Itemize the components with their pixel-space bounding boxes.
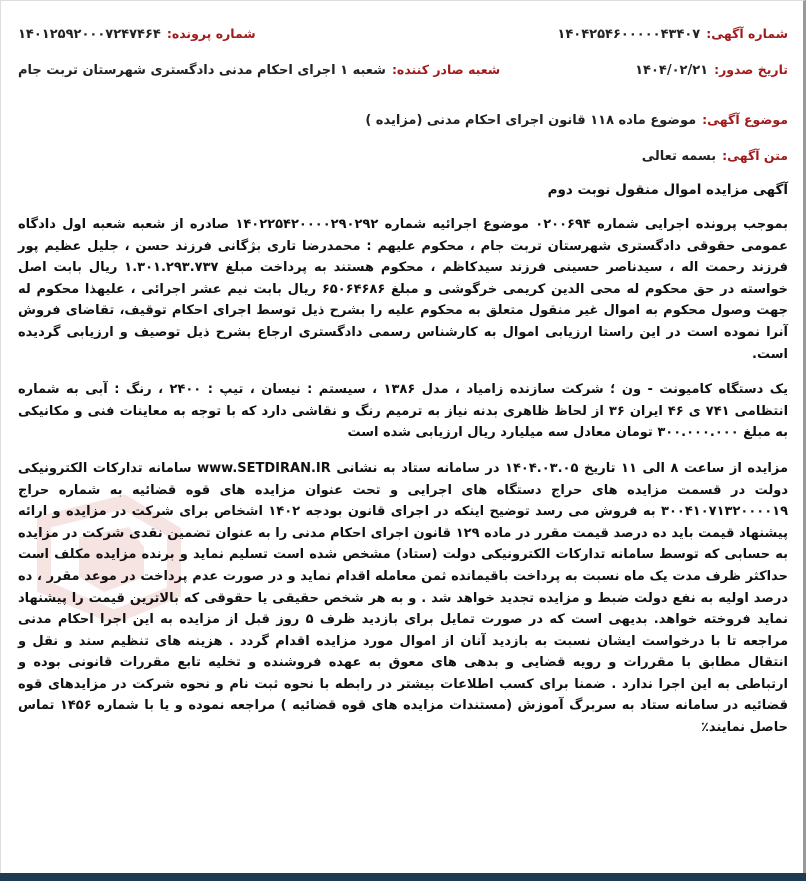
case-number-label: شماره پرونده: <box>166 26 256 41</box>
meta-row-2 <box>18 62 788 98</box>
notice-headline: آگهی مزایده اموال منقول نوبت دوم <box>547 182 788 198</box>
issuer <box>18 62 500 78</box>
paragraph-vehicle-description: یک دستگاه کامیونت - ون ؛ شرکت سازنده زامیاد ، مدل ۱۳۸۶ ، سیستم : نیسان ، تیپ : ۲۴۰۰ ، رنگ : آبی به شماره انتظامی ۷۴۱ ی ۴۶ ایران ۳۶ از لحاظ ظاهری بدنه نیاز به ترمیم رنگ و نقاشی دارد که با توجه به معاینات فنی و مکانیکی به مبلغ ۳۰۰.۰۰۰.۰۰۰ تومان معادل سه میلیارد ریال ارزیابی شده است <box>18 382 789 441</box>
subject-row <box>18 112 788 148</box>
case-number-value: ۱۴۰۱۲۵۹۲۰۰۰۷۲۴۷۴۶۴ <box>18 27 161 42</box>
subject-value: موضوع ماده ۱۱۸ قانون اجرای احکام مدنی (مزایده ) <box>365 113 697 128</box>
paragraph-case-details: بموجب پرونده اجرایی شماره ۰۲۰۰۶۹۴ موضوع اجرائیه شماره ۱۴۰۲۲۵۴۲۰۰۰۰۲۹۰۲۹۲ صادره از شعبه شعبه اول دادگاه عمومی حقوقی دادگستری شهرستان تربت جام ، محکوم علیهم : محمدرضا تاری بژگانی فرزند حسن ، جلیل عظیم پور فرزند رحمت اله ، سیدناصر حسینی فرزند سیدکاظم ، محکوم هستند به پرداخت مبلغ ۱.۳۰۱.۲۹۳.۷۳۷ ریال بابت اصل خواسته در حق محکوم له محی الدین کریمی خرگوشی و مبلغ ۶۵۰۶۴۶۸۶ ریال بابت نیم عشر اجرائی ، علیهذا محکوم له جهت وصول محکوم به اموال غیر منقول متعلق به محکوم علیه را بشرح ذیل توسط اجرای احکام توقیف، تقاضای فروش آنرا نموده است در این راستا ارزیابی اموال به کارشناس رسمی دادگستری ارجاع بشرح ذیل توصیف و ارزیابی گردیده است. <box>18 217 788 362</box>
notice-content <box>18 26 788 753</box>
body-label: متن آگهی: <box>722 148 788 163</box>
issuer-value: شعبه ۱ اجرای احکام مدنی دادگستری شهرستان تربت جام <box>18 63 386 78</box>
issue-date-value: ۱۴۰۴/۰۲/۲۱ <box>635 63 709 78</box>
bottom-strip <box>0 873 806 881</box>
issue-date <box>635 62 788 78</box>
notice-number-label: شماره آگهی: <box>706 26 788 41</box>
notice-number <box>557 26 788 42</box>
meta-row-1 <box>18 26 788 62</box>
issue-date-label: تاریخ صدور: <box>714 62 788 77</box>
body-row <box>18 148 788 180</box>
subject-label: موضوع آگهی: <box>702 112 788 127</box>
body-opening: بسمه تعالی <box>641 149 717 164</box>
notice-number-value: ۱۴۰۴۲۵۴۶۰۰۰۰۰۴۳۴۰۷ <box>557 27 701 42</box>
paragraph-auction-terms: مزایده از ساعت ۸ الی ۱۱ تاریخ ۱۴۰۴.۰۳.۰۵ در سامانه ستاد به نشانی www.SETDIRAN.IR سامانه تدارکات الکترونیکی دولت در قسمت مزایده های حراج دستگاه های اجرایی و تحت عنوان مزایده های قوه قضائیه به شماره حراج ۳۰۰۴۱۰۷۱۳۲۰۰۰۰۱۹ به فروش می رسد توضیح اینکه در اجرای قانون بودجه ۱۴۰۲ اشخاص برای شرکت در مزایده و ارائه پیشنهاد قیمت باید ده درصد قیمت مقرر در ماده ۱۲۹ قانون اجرای احکام مدنی را به عنوان تضمین نقدی شرکت در مزایده به حسابی که توسط سامانه تدارکات الکترونیکی دولت (ستاد) مشخص شده است تسلیم نماید و برنده مزایده مکلف است حداکثر ظرف مدت یک ماه نسبت به پرداخت باقیمانده ثمن معامله اقدام نماید و در صورت عدم پرداخت در موعد مقرر ، ده درصد اولیه به نفع دولت ضبط و مزایده تجدید خواهد شد . و به هر شخص حقیقی یا حقوقی که بالاترین قیمت را پیشنهاد نماید فروخته خواهد. بدیهی است که در صورت تمایل برای بازدید ظرف ۵ روز قبل از مزایده به این اجرا احکام مدنی مراجعه تا با درخواست ایشان نسبت به بازدید آنان از اموال مورد مزایده اقدام گردد . هزینه های تنظیم سند و نقل و انتقال مطابق با مقررات و رویه قضایی و بدهی های معوق به عهده فروشنده و تخلیه تابع مقررات قانونی بوده و ارتباطی به این اجرا ندارد . ضمنا برای کسب اطلاعات بیشتر در رابطه با نحوه ثبت نام و نحوه شرکت در مزایدهای قوه قضائیه در سامانه ستاد به سربرگ آموزش (مستندات مزایده های قوه قضائیه ) مراجعه نموده و یا با شماره ۱۴۵۶ تماس حاصل نمایند٪ <box>18 460 789 736</box>
case-number <box>18 26 256 42</box>
issuer-label: شعبه صادر کننده: <box>391 62 501 77</box>
